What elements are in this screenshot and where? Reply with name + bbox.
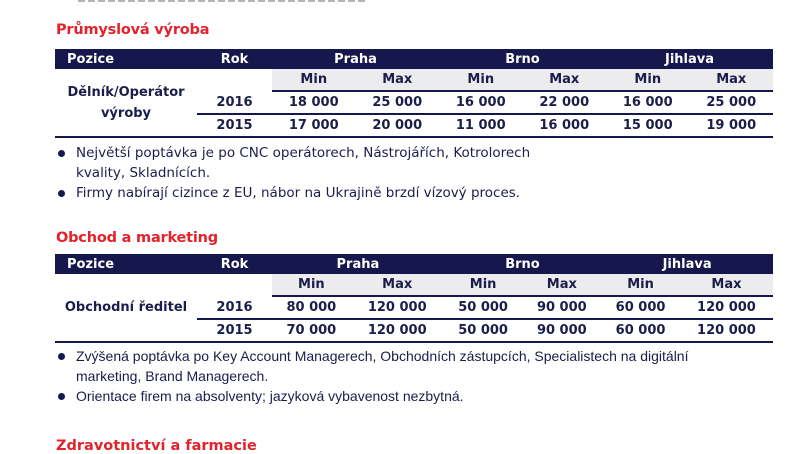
cell-value: 20 000 [356,114,440,137]
notes-list-prumyslova-vyroba [56,143,556,203]
subheader-max: Max [351,274,444,296]
header-city-jihlava: Jihlava [606,49,773,69]
cell-value: 60 000 [601,296,680,319]
row-year: 2016 [197,91,272,114]
subheader-max: Max [680,274,773,296]
cell-value: 17 000 [272,114,356,137]
subheader-min: Min [601,274,680,296]
cell-value: 16 000 [523,114,607,137]
table-subheader-row [55,274,773,296]
subheader-max: Max [522,274,601,296]
salary-table-obchod-a-marketing [55,254,773,343]
cell-value: 25 000 [356,91,440,114]
note-item: Největší poptávka je po CNC operátorech, Nástrojářích, Kotrolorech kvality, Skladnících. [56,143,556,183]
subheader-min: Min [444,274,523,296]
cell-value: 15 000 [606,114,690,137]
subheader-max: Max [523,69,607,91]
clipped-previous-line [78,0,368,3]
row-year: 2015 [197,319,272,342]
subheader-min: Min [439,69,523,91]
cell-value: 120 000 [351,296,444,319]
header-city-brno: Brno [444,254,601,274]
table-subheader-row [55,69,773,91]
note-item: Orientace firem na absolventy; jazyková vybavenost nezbytná. [56,386,736,406]
cell-value: 50 000 [444,296,523,319]
subheader-min: Min [272,274,351,296]
cell-value: 16 000 [606,91,690,114]
header-city-praha: Praha [272,49,439,69]
cell-value: 90 000 [522,296,601,319]
header-city-brno: Brno [439,49,606,69]
cell-value: 60 000 [601,319,680,342]
header-rok: Rok [197,254,272,274]
table-header-row [55,49,773,69]
subheader-empty [197,274,272,296]
cell-value: 16 000 [439,91,523,114]
row-year: 2016 [197,296,272,319]
notes-list-obchod-a-marketing [56,346,736,406]
cell-value: 25 000 [690,91,774,114]
note-item: Firmy nabírají cizince z EU, nábor na Ukrajině brzdí vízový proces. [56,183,556,203]
cell-value: 11 000 [439,114,523,137]
cell-value: 22 000 [523,91,607,114]
row-year: 2015 [197,114,272,137]
cell-value: 80 000 [272,296,351,319]
subheader-empty [197,69,272,91]
section-title-zdravotnictvi-a-farmacie: Zdravotnictví a farmacie [56,438,257,454]
position-name: Obchodní ředitel [55,274,197,342]
cell-value: 120 000 [351,319,444,342]
section-title-prumyslova-vyroba: Průmyslová výroba [56,22,210,38]
cell-value: 120 000 [680,319,773,342]
cell-value: 50 000 [444,319,523,342]
cell-value: 120 000 [680,296,773,319]
cell-value: 70 000 [272,319,351,342]
cell-value: 19 000 [690,114,774,137]
cell-value: 18 000 [272,91,356,114]
salary-table-prumyslova-vyroba [55,49,773,138]
cell-value: 90 000 [522,319,601,342]
header-pozice: Pozice [55,254,197,274]
header-city-praha: Praha [272,254,444,274]
header-pozice: Pozice [55,49,197,69]
header-rok: Rok [197,49,272,69]
subheader-max: Max [356,69,440,91]
table-header-row [55,254,773,274]
section-title-obchod-a-marketing: Obchod a marketing [56,230,218,246]
subheader-max: Max [690,69,774,91]
header-city-jihlava: Jihlava [601,254,773,274]
position-name: Dělník/Operátor výroby [55,69,197,137]
note-item: Zvýšená poptávka po Key Account Managerech, Obchodních zástupcích, Specialistech na digitální marketing, Brand Managerech. [56,346,736,386]
subheader-min: Min [606,69,690,91]
subheader-min: Min [272,69,356,91]
